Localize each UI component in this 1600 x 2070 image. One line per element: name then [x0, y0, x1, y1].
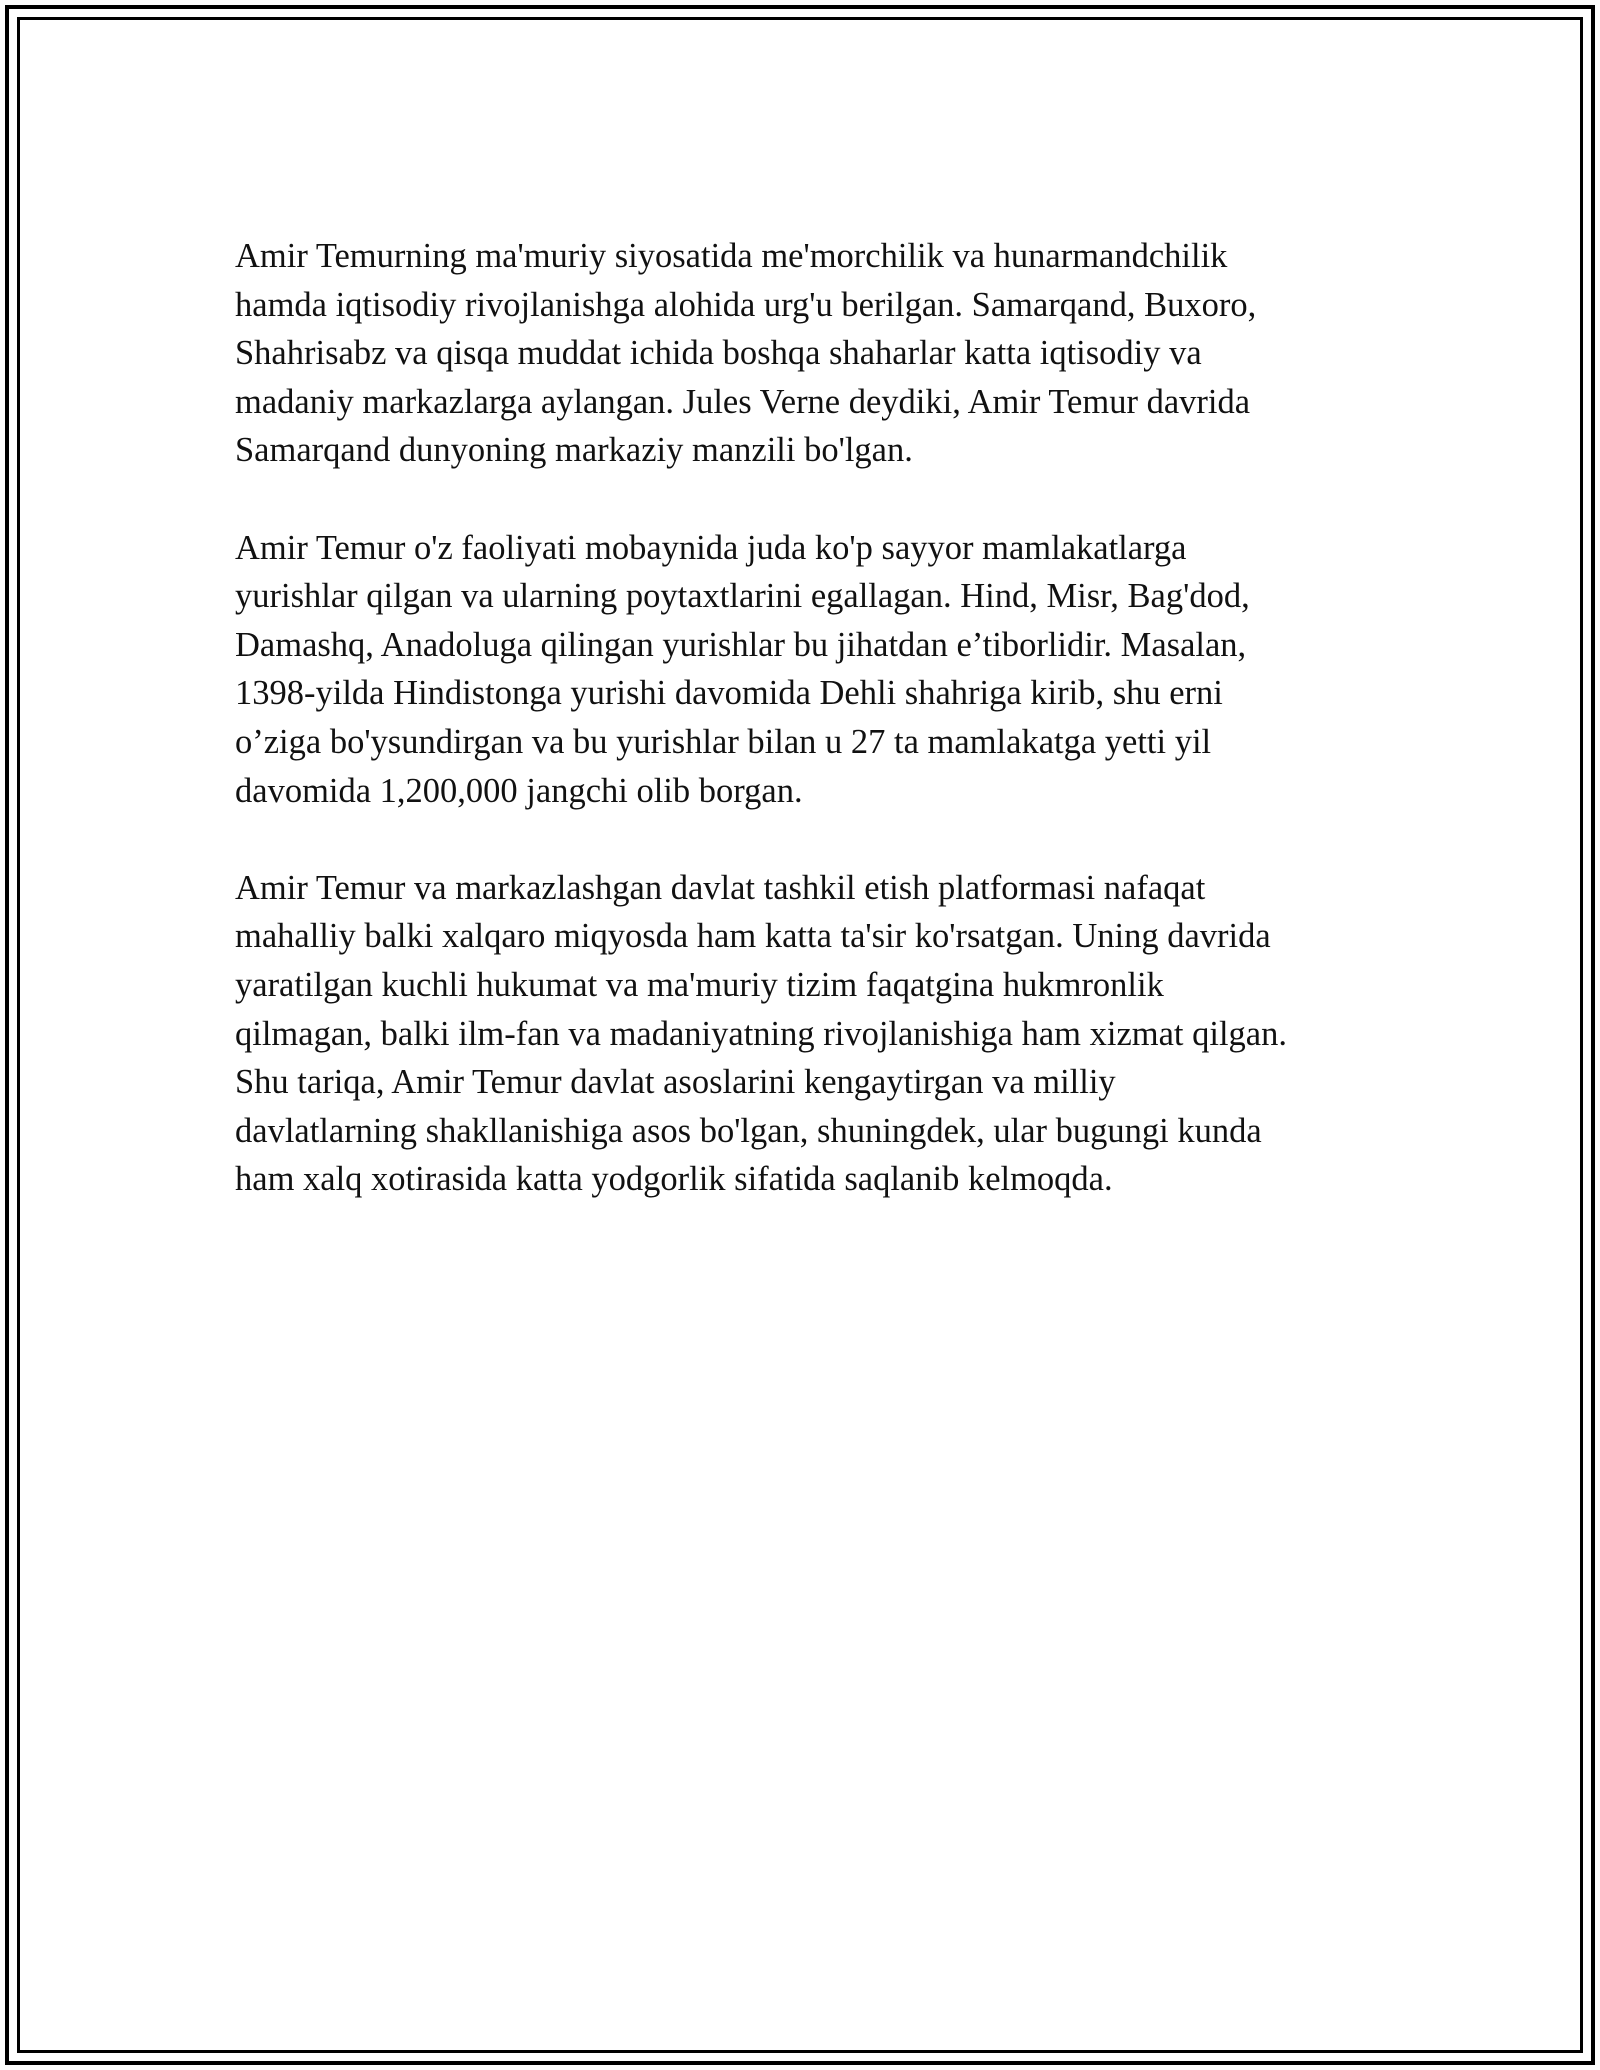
document-body — [235, 232, 1375, 1252]
text-line: Shu tariqa, Amir Temur davlat asoslarini kengaytirgan va milliy — [235, 1063, 1116, 1102]
text-line: Amir Temur o'z faoliyati mobaynida juda ko'p sayyor mamlakatlarga — [235, 528, 1187, 567]
text-line: davlatlarning shakllanishiga asos bo'lgan, shuningdek, ular bugungi kunda — [235, 1111, 1262, 1150]
text-line: davomida 1,200,000 jangchi olib borgan. — [235, 771, 803, 810]
text-line: o’ziga bo'ysundirgan va bu yurishlar bilan u 27 ta mamlakatga yetti yil — [235, 722, 1212, 761]
paragraph-1 — [235, 232, 1375, 475]
text-line: Amir Temur va markazlashgan davlat tashkil etish platformasi nafaqat — [235, 868, 1206, 907]
text-line: ham xalq xotirasida katta yodgorlik sifatida saqlanib kelmoqda. — [235, 1160, 1113, 1199]
paragraph-3 — [235, 864, 1375, 1204]
text-line: yurishlar qilgan va ularning poytaxtlarini egallagan. Hind, Misr, Bag'dod, — [235, 577, 1250, 616]
text-line: madaniy markazlarga aylangan. Jules Verne deydiki, Amir Temur davrida — [235, 382, 1251, 421]
text-line: 1398-yilda Hindistonga yurishi davomida Dehli shahriga kirib, shu erni — [235, 674, 1223, 713]
text-line: Samarqand dunyoning markaziy manzili bo'lgan. — [235, 431, 913, 470]
text-line: yaratilgan kuchli hukumat va ma'muriy tizim faqatgina hukmronlik — [235, 965, 1164, 1004]
paragraph-2 — [235, 524, 1375, 816]
text-line: Shahrisabz va qisqa muddat ichida boshqa shaharlar katta iqtisodiy va — [235, 334, 1202, 373]
text-line: Amir Temurning ma'muriy siyosatida me'morchilik va hunarmandchilik — [235, 237, 1228, 275]
text-line: hamda iqtisodiy rivojlanishga alohida urg'u berilgan. Samarqand, Buxoro, — [235, 285, 1257, 324]
text-line: qilmagan, balki ilm-fan va madaniyatning rivojlanishiga ham xizmat qilgan. — [235, 1014, 1287, 1053]
text-line: Damashq, Anadoluga qilingan yurishlar bu jihatdan e’tiborlidir. Masalan, — [235, 625, 1247, 664]
text-line: mahalliy balki xalqaro miqyosda ham katta ta'sir ko'rsatgan. Uning davrida — [235, 917, 1271, 956]
